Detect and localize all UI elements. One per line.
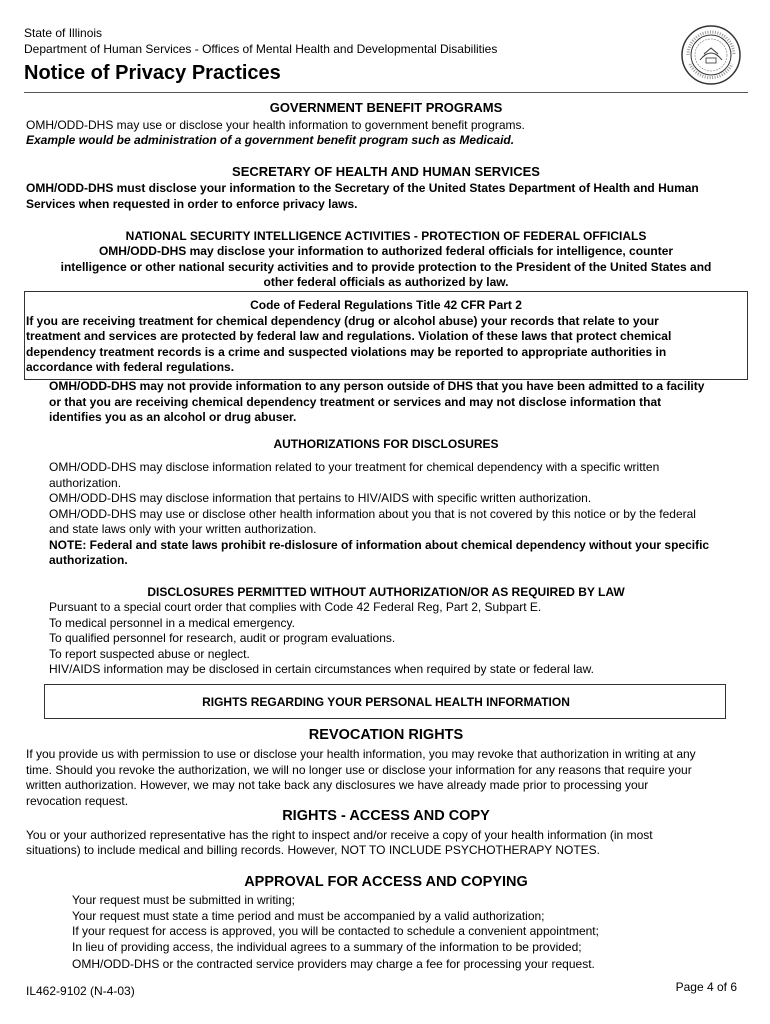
- gov-benefit-line1: OMH/ODD-DHS may use or disclose your health information to government benefit programs.: [26, 118, 525, 132]
- cfr-line3: dependency treatment records is a crime and suspected violations may be reported to appropriate authorities in: [26, 345, 667, 359]
- authorizations-line: OMH/ODD-DHS may use or disclose other health information about you that is not covered by this notice or by the federal: [49, 507, 696, 521]
- permitted-line: To qualified personnel for research, audit or program evaluations.: [49, 631, 396, 645]
- secretary-heading: SECRETARY OF HEALTH AND HUMAN SERVICES: [232, 164, 540, 179]
- approval-line: In lieu of providing access, the individual agrees to a summary of the information to be provided;: [72, 940, 582, 954]
- form-id: IL462-9102 (N-4-03): [26, 984, 135, 998]
- cfr-after-line3: identifies you as an alcohol or drug abuser.: [49, 410, 297, 424]
- secretary-line1: OMH/ODD-DHS must disclose your information to the Secretary of the United States Department of Health and Human: [26, 181, 699, 195]
- gov-benefit-line2: Example would be administration of a government benefit program such as Medicaid.: [26, 133, 515, 147]
- access-heading: RIGHTS - ACCESS AND COPY: [282, 808, 490, 824]
- approval-line: If your request for access is approved, you will be contacted to schedule a convenient appointment;: [72, 924, 599, 938]
- revocation-line: If you provide us with permission to use or disclose your health information, you may revoke that authorization in writing at any: [26, 747, 696, 761]
- permitted-line: Pursuant to a special court order that complies with Code 42 Federal Reg, Part 2, Subpart E.: [49, 600, 542, 614]
- national-security-line1: OMH/ODD-DHS may disclose your information to authorized federal officials for intelligence, counter: [98, 244, 674, 258]
- national-security-line3: other federal officials as authorized by law.: [263, 275, 509, 289]
- cfr-after-line1: OMH/ODD-DHS may not provide information to any person outside of DHS that you have been admitted to a facility: [49, 379, 705, 393]
- permitted-heading: DISCLOSURES PERMITTED WITHOUT AUTHORIZATION/OR AS REQUIRED BY LAW: [147, 585, 625, 599]
- cfr-line4: accordance with federal regulations.: [26, 360, 235, 374]
- permitted-line: To report suspected abuse or neglect.: [49, 647, 250, 661]
- approval-line: OMH/ODD-DHS or the contracted service providers may charge a fee for processing your request.: [72, 957, 595, 971]
- header-divider: [24, 92, 748, 93]
- authorizations-line: OMH/ODD-DHS may disclose information related to your treatment for chemical dependency with a specific written: [49, 460, 660, 474]
- state-seal-icon: [680, 24, 742, 86]
- authorizations-note-line1: NOTE: Federal and state laws prohibit re-dislosure of information about chemical dependency without your specific: [49, 538, 710, 552]
- rights-box-label: RIGHTS REGARDING YOUR PERSONAL HEALTH INFORMATION: [202, 695, 570, 709]
- permitted-line: HIV/AIDS information may be disclosed in certain circumstances when required by state or federal law.: [49, 662, 594, 676]
- revocation-line: revocation request.: [26, 794, 129, 808]
- revocation-line: time. Should you revoke the authorization, we will no longer use or disclose your information for any reasons that require your: [26, 763, 692, 777]
- cfr-line1: If you are receiving treatment for chemical dependency (drug or alcohol abuse) your records that relate to your: [26, 314, 659, 328]
- cfr-after-line2: or that you are receiving chemical dependency treatment or services and may not disclose information that: [49, 395, 662, 409]
- secretary-line2: Services when requested in order to enforce privacy laws.: [26, 197, 358, 211]
- cfr-line2: treatment and services are protected by federal law and regulations. Violation of these laws that protect chemical: [26, 329, 672, 343]
- department-name: Department of Human Services - Offices of Mental Health and Developmental Disabilities: [24, 42, 498, 56]
- authorizations-line: OMH/ODD-DHS may disclose information that pertains to HIV/AIDS with specific written authorization.: [49, 491, 592, 505]
- revocation-line: written authorization. However, we may not take back any disclosures we have already made prior to processing your: [26, 778, 649, 792]
- authorizations-line: and state laws only with your written authorization.: [49, 522, 317, 536]
- state-name: State of Illinois: [24, 26, 103, 40]
- authorizations-heading: AUTHORIZATIONS FOR DISCLOSURES: [273, 437, 499, 451]
- approval-line: Your request must state a time period and must be accompanied by a valid authorization;: [72, 909, 545, 923]
- approval-line: Your request must be submitted in writing;: [72, 893, 296, 907]
- access-line: situations) to include medical and billing records. However, NOT TO INCLUDE PSYCHOTHERAPY NOTES.: [26, 843, 600, 857]
- permitted-line: To medical personnel in a medical emergency.: [49, 616, 295, 630]
- national-security-line2: intelligence or other national security activities and to provide protection to the President of the United States and: [60, 260, 712, 274]
- page-number: Page 4 of 6: [675, 980, 737, 994]
- page-title: Notice of Privacy Practices: [24, 62, 281, 84]
- approval-heading: APPROVAL FOR ACCESS AND COPYING: [244, 874, 528, 890]
- access-line: You or your authorized representative has the right to inspect and/or receive a copy of your health information (in most: [26, 828, 653, 842]
- gov-benefit-heading: GOVERNMENT BENEFIT PROGRAMS: [269, 100, 503, 115]
- revocation-heading: REVOCATION RIGHTS: [308, 727, 464, 743]
- national-security-heading: NATIONAL SECURITY INTELLIGENCE ACTIVITIES - PROTECTION OF FEDERAL OFFICIALS: [125, 229, 647, 243]
- cfr-heading: Code of Federal Regulations Title 42 CFR Part 2: [250, 298, 522, 312]
- authorizations-note-line2: authorization.: [49, 553, 128, 567]
- authorizations-line: authorization.: [49, 476, 122, 490]
